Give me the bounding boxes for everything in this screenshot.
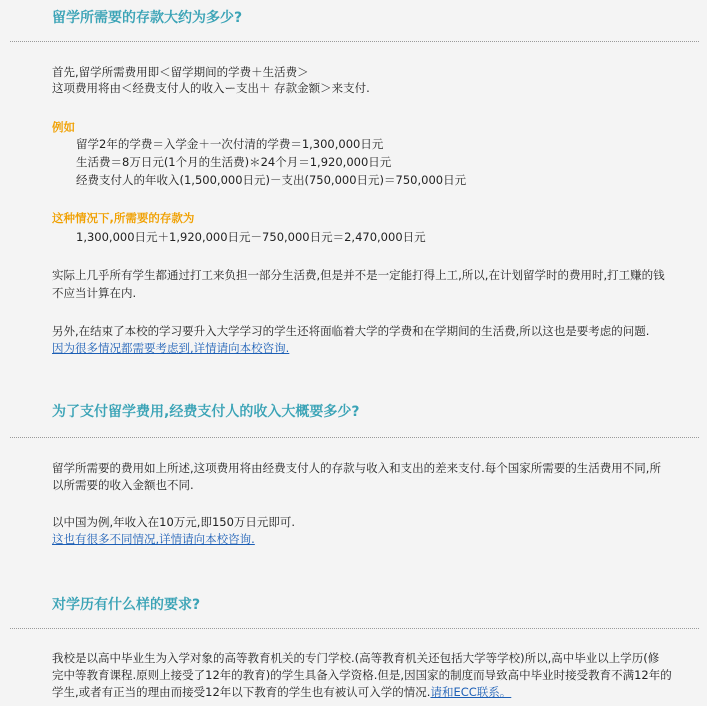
education-line-3 <box>52 685 511 700</box>
education-line-2: 完中等教育课程.原则上接受了12年的教育)的学生具备入学资格.但是,因国家的制度而导致高中毕业时接受教育不满12年的 <box>52 668 672 682</box>
section-title-education: 对学历有什么样的要求? <box>52 597 201 613</box>
part-time-note-line-1: 实际上几乎所有学生都通过打工来负担一部分生活费,但是并不是一定能打得上工,所以,在计划留学时的费用时,打工赚的钱 <box>52 268 665 282</box>
part-time-note-line-2: 不应当计算在内. <box>52 286 137 300</box>
sponsor-income-line-2: 以所需要的收入金额也不同. <box>52 478 194 492</box>
sponsor-income-line-1: 留学所需要的费用如上所述,这项费用将由经费支付人的存款与收入和支出的差来支付.每个国家所需要的生活费用不同,所 <box>52 461 661 475</box>
section-title-sponsor-income: 为了支付留学费用,经费支付人的收入大概要多少? <box>52 404 360 420</box>
contact-ecc-link[interactable]: 请和ECC联系。 <box>430 685 512 699</box>
sponsor-consult-link[interactable]: 这也有很多不同情况,详情请向本校咨询. <box>52 532 255 546</box>
china-example: 以中国为例,年收入在10万元,即150万日元即可. <box>52 515 296 529</box>
example-tuition: 留学2年的学费＝入学金＋一次付清的学费＝1,300,000日元 <box>76 137 384 151</box>
sponsor-consult-link-wrap <box>52 532 255 547</box>
section-title-savings: 留学所需要的存款大约为多少? <box>52 10 243 26</box>
savings-intro-line-1: 首先,留学所需费用即＜留学期间的学费＋生活费＞ <box>52 65 309 79</box>
education-line-1: 我校是以高中毕业生为入学对象的高等教育机关的专门学校.(高等教育机关还包括大学等学校)所以,高中毕业以上学历(修 <box>52 651 660 665</box>
section-divider <box>10 41 699 42</box>
example-sponsor-income: 经费支付人的年收入(1,500,000日元)－支出(750,000日元)＝750,000日元 <box>76 173 467 187</box>
savings-intro-line-2: 这项费用将由＜经费支付人的收入ー支出＋ 存款金额＞来支付. <box>52 81 370 95</box>
savings-consult-link[interactable]: 因为很多情况都需要考虑到,详情请向本校咨询. <box>52 341 290 355</box>
education-line-3-text: 学生,或者有正当的理由而接受12年以下教育的学生也有被认可入学的情况. <box>52 685 431 699</box>
required-savings-label: 这种情况下,所需要的存款为 <box>52 211 195 225</box>
section-divider <box>10 628 699 629</box>
section-divider <box>10 437 699 438</box>
example-label: 例如 <box>52 120 75 134</box>
savings-consult-link-wrap <box>52 341 289 356</box>
example-living-cost: 生活费＝8万日元(1个月的生活费)＊24个月＝1,920,000日元 <box>76 155 392 169</box>
required-savings-calculation: 1,300,000日元＋1,920,000日元－750,000日元＝2,470,000日元 <box>76 230 426 244</box>
university-note: 另外,在结束了本校的学习要升入大学学习的学生还将面临着大学的学费和在学期间的生活费,所以这也是要考虑的问题. <box>52 324 650 338</box>
